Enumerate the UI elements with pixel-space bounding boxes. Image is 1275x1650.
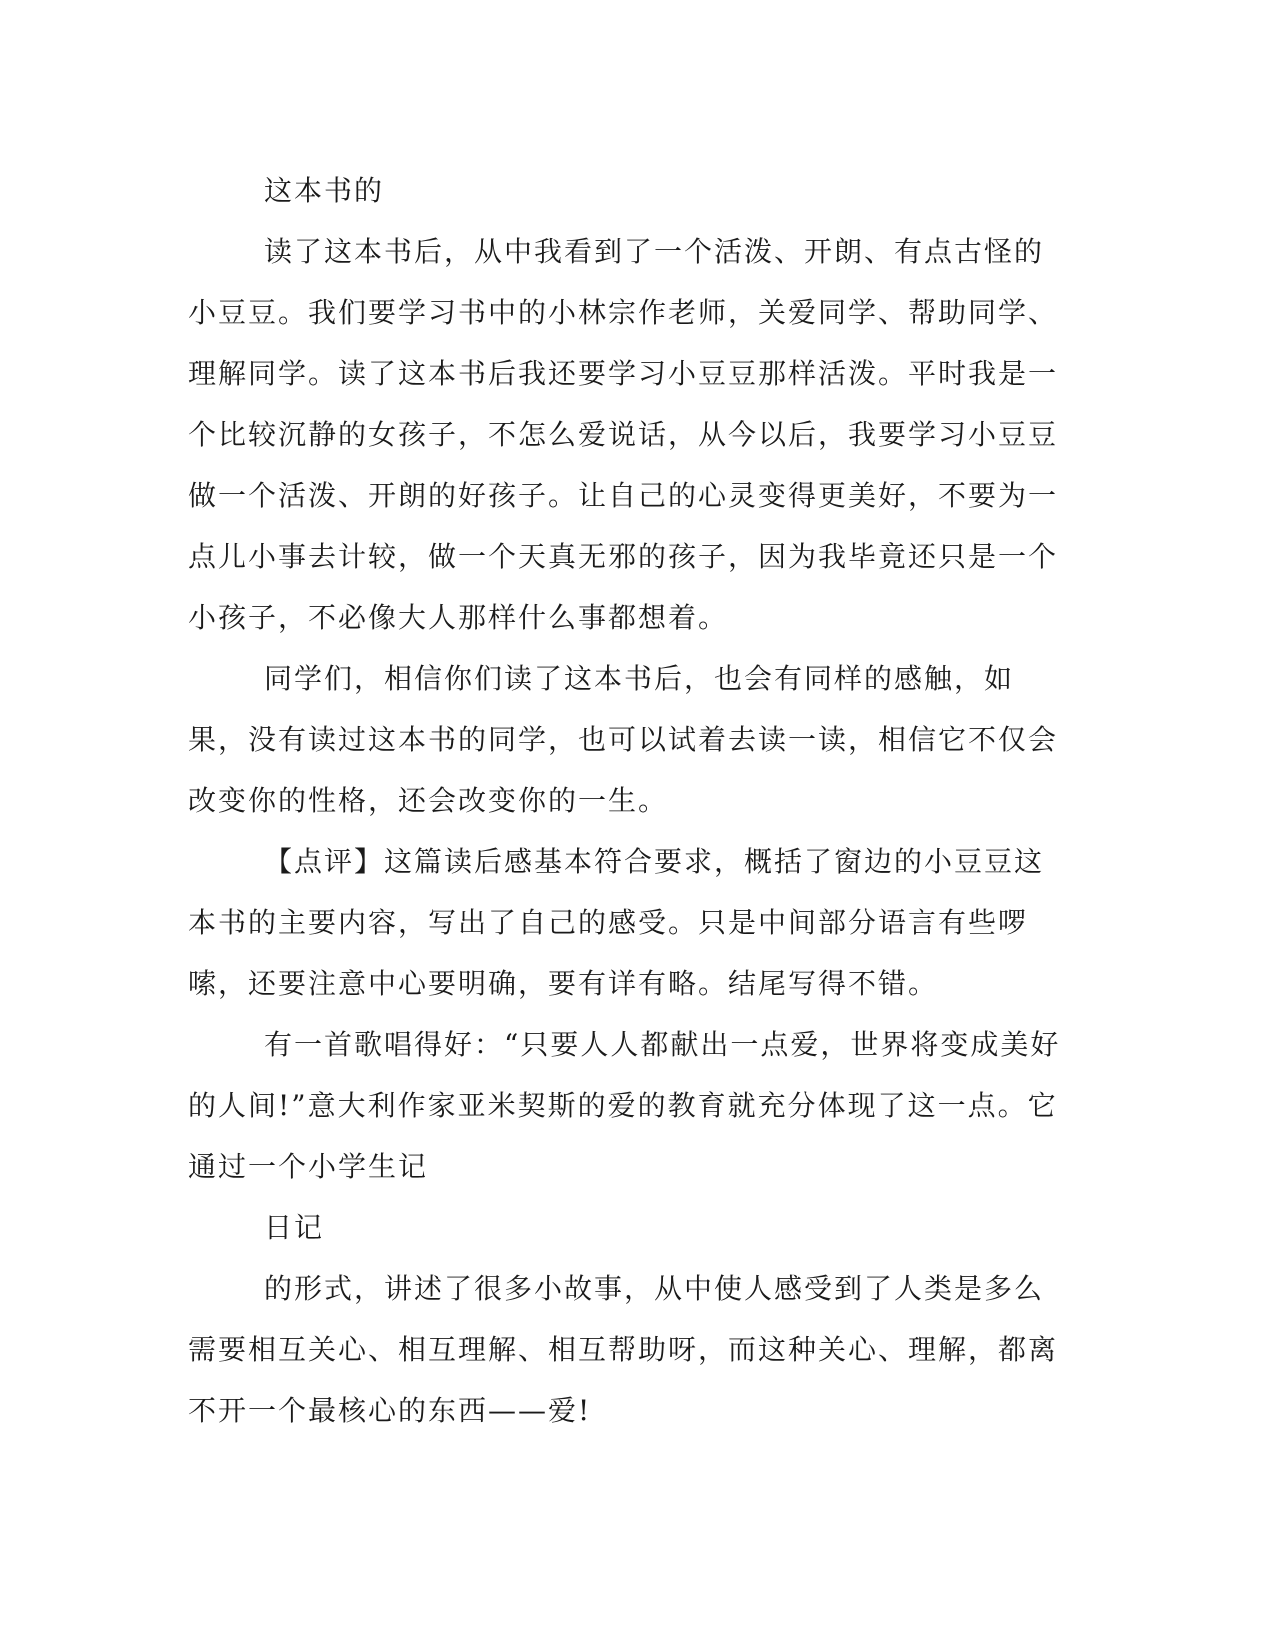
paragraph: 同学们，相信你们读了这本书后，也会有同样的感触，如果，没有读过这本书的同学，也可以试着去读一读，相信它不仅会改变你的性格，还会改变你的一生。 [188, 662, 1059, 817]
paragraph: 有一首歌唱得好：“只要人人都献出一点爱，世界将变成美好的人间!”意大利作家亚米契斯的爱的教育就充分体现了这一点。它通过一个小学生记 [188, 1028, 1061, 1183]
paragraph: 这本书的 [264, 174, 385, 207]
document-body [188, 160, 1068, 1441]
paragraph: 【点评】这篇读后感基本符合要求，概括了窗边的小豆豆这本书的主要内容，写出了自己的感受。只是中间部分语言有些啰嗦，还要注意中心要明确，要有详有略。结尾写得不错。 [188, 845, 1045, 1000]
paragraph: 的形式，讲述了很多小故事，从中使人感受到了人类是多么需要相互关心、相互理解、相互帮助呀，而这种关心、理解，都离不开一个最核心的东西——爱! [188, 1272, 1059, 1427]
paragraph: 读了这本书后，从中我看到了一个活泼、开朗、有点古怪的小豆豆。我们要学习书中的小林宗作老师，关爱同学、帮助同学、理解同学。读了这本书后我还要学习小豆豆那样活泼。平时我是一个比较沉静的女孩子，不怎么爱说话，从今以后，我要学习小豆豆做一个活泼、开朗的好孩子。让自己的心灵变得更美好，不要为一点儿小事去计较，做一个天真无邪的孩子，因为我毕竟还只是一个小孩子，不必像大人那样什么事都想着。 [188, 235, 1059, 634]
paragraph: 日记 [264, 1211, 325, 1244]
